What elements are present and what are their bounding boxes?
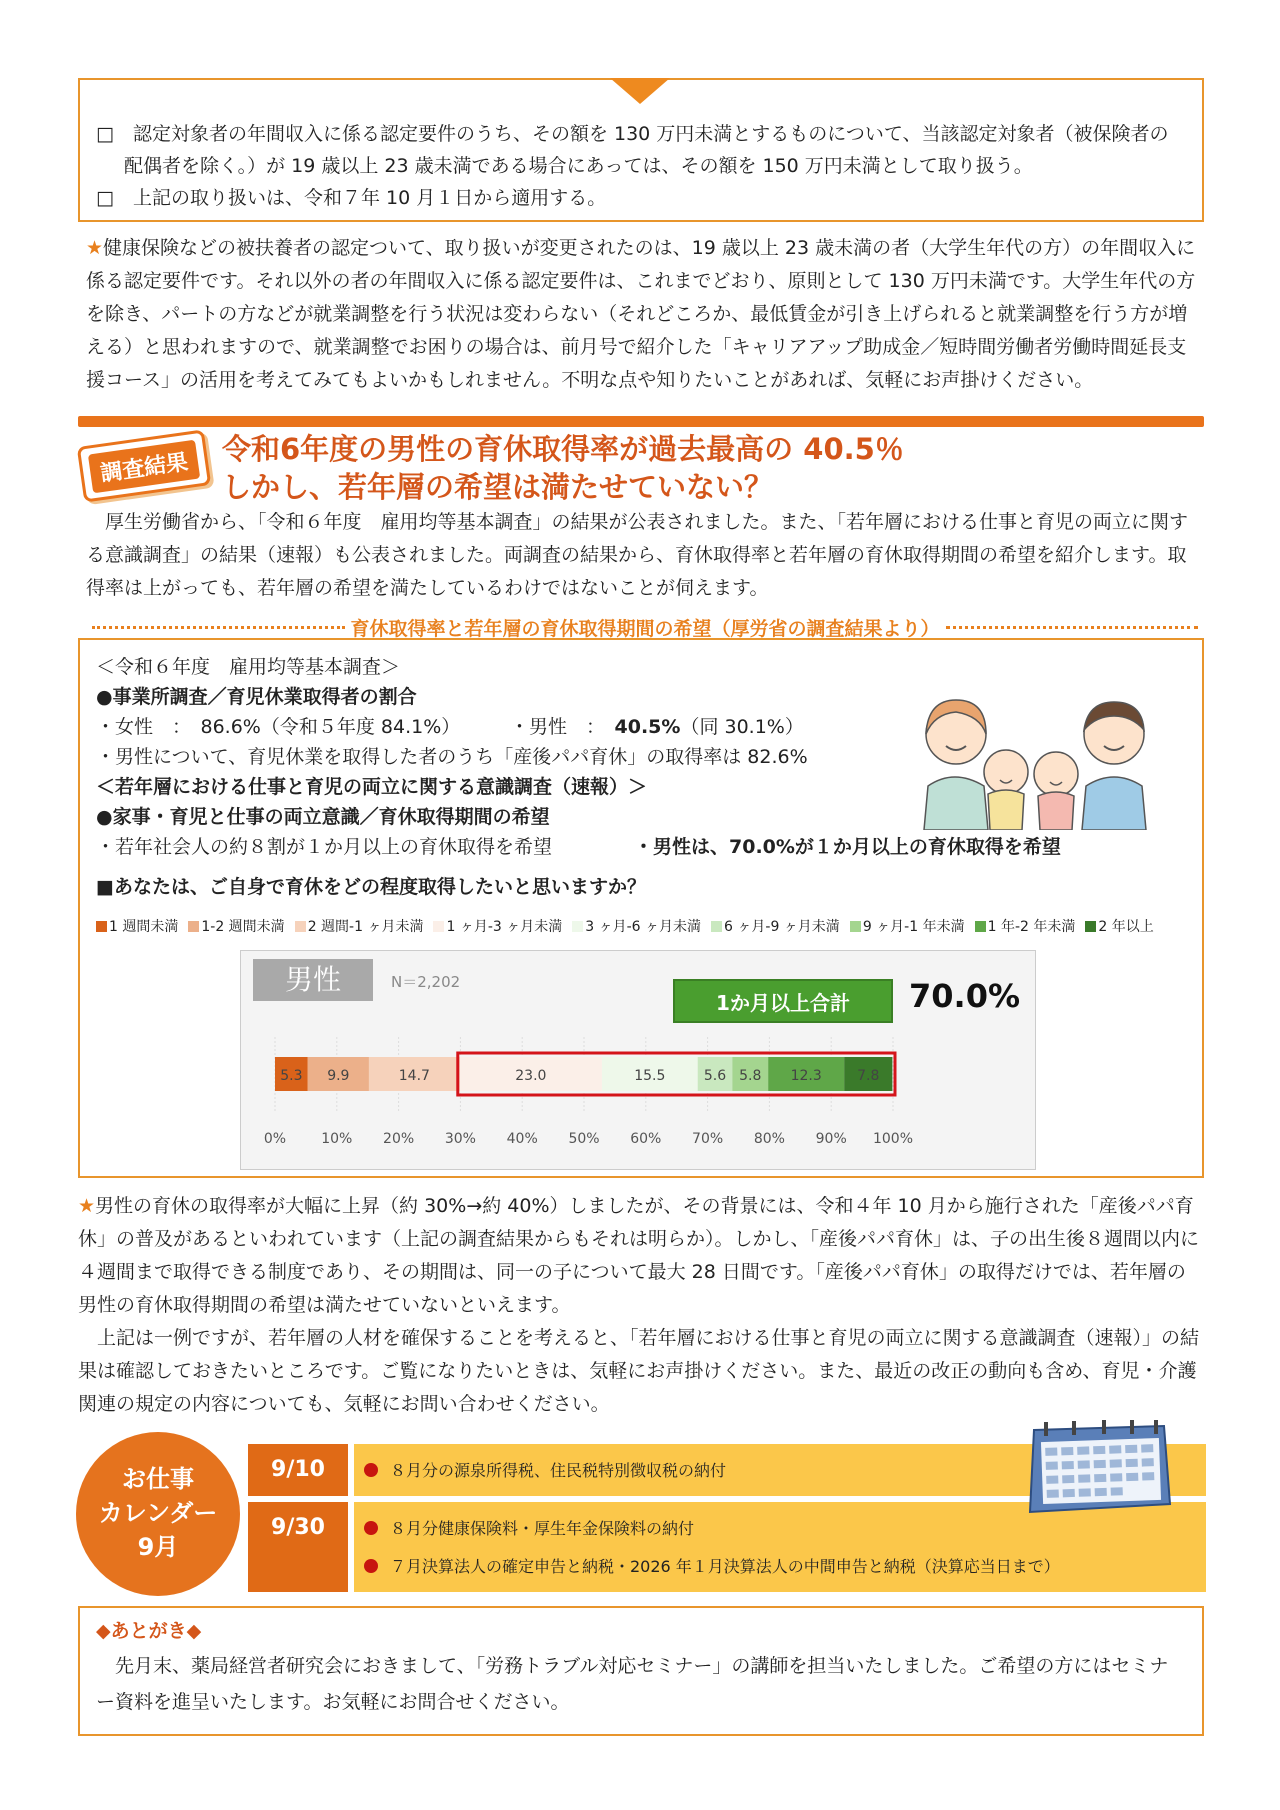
legend-label: 1-2 週間未満 (201, 919, 285, 935)
tick-label: 70% (692, 1131, 724, 1147)
legend-swatch (96, 921, 107, 932)
calendar-title-1: お仕事 (122, 1465, 194, 1493)
survey-head-1: ●事業所調査／育児休業取得者の割合 (96, 686, 417, 708)
postscript-box (78, 1606, 1204, 1736)
star-icon: ★ (78, 1195, 96, 1217)
legend-label: 1 週間未満 (109, 919, 179, 935)
calendar-item (364, 1554, 1060, 1577)
postscript-title: ◆あとがき◆ (96, 1620, 202, 1642)
legend-swatch (1085, 921, 1096, 932)
sample-size: N＝2,202 (391, 973, 461, 991)
bullet-icon (364, 1463, 378, 1477)
summary-label: 1か月以上合計 (673, 979, 893, 1023)
family-illustration (884, 682, 1186, 830)
legend-item (711, 916, 840, 936)
legend-label: 2 週間-1 ヶ月未満 (307, 919, 424, 935)
rule-line-2: □ 上記の取り扱いは、令和７年 10 月１日から適用する。 (96, 187, 607, 209)
calendar-title-2: カレンダー (98, 1499, 218, 1527)
note-paragraph (86, 232, 1204, 397)
question: ■あなたは、ご自身で育休をどの程度取得したいと思いますか？ (96, 876, 646, 898)
subheading-text: 育休取得率と若年層の育休取得期間の希望（厚労省の調査結果より） (350, 618, 940, 640)
legend-swatch (850, 921, 861, 932)
male-rate (510, 712, 804, 742)
legend-label: 3 ヶ月-6 ヶ月未満 (585, 919, 702, 935)
calendar-item (364, 1516, 694, 1539)
bullet-icon (364, 1559, 378, 1573)
bullet-icon (364, 1521, 378, 1535)
data-label: 14.7 (398, 1068, 430, 1084)
legend-label: 1 ヶ月-3 ヶ月未満 (446, 919, 563, 935)
tick-label: 40% (506, 1131, 538, 1147)
tick-label: 60% (630, 1131, 662, 1147)
note-text: 健康保険などの被扶養者の認定ついて、取り扱いが変更されたのは、19 歳以上 23 歳未満の者（大学生年代の方）の年間収入に係る認定要件です。それ以外の者の年間収入に係る認定要件は、これまでどおり、原則として 130 万円未満です。大学生年代の方を除き、パートの方などが就業調整を行う状況は変わらない（それどころか、最低賃金が引き上げられると就業調整を行う方が増える）と思われますので、就業調整でお困りの場合は、前月号で紹介した「キャリアアップ助成金／短時間労働者労働時間延長支援コース」の活用を考えてみてもよいかもしれません。不明な点や知りたいことがあれば、気軽にお声掛けください。 (86, 237, 1196, 391)
young-wish: ・若年社会人の約８割が１か月以上の育休取得を希望 (96, 836, 553, 858)
tick-label: 50% (568, 1131, 600, 1147)
data-label: 7.8 (857, 1068, 880, 1084)
tick-label: 0% (263, 1131, 287, 1147)
survey-box (78, 638, 1204, 1178)
section-badge (77, 429, 212, 502)
legend-item (96, 916, 178, 936)
calendar-item-text: ７月決算法人の確定申告と納税・2026 年１月決算法人の中間申告と納税（決算応当日まで） (390, 1557, 1060, 1576)
legend-label: 6 ヶ月-9 ヶ月未満 (724, 919, 840, 935)
legend-item (572, 916, 701, 936)
arrow-down-icon (610, 78, 670, 104)
legend-item (433, 916, 562, 936)
tick-label: 80% (753, 1131, 785, 1147)
data-label: 9.9 (327, 1068, 350, 1084)
legend-label: 1 年-2 年未満 (987, 919, 1076, 935)
rule-box (78, 78, 1204, 222)
calendar-item (364, 1458, 726, 1481)
male-rate-prev: （同 30.1%） (680, 716, 804, 738)
section-intro: 厚生労働省から、「令和６年度 雇用均等基本調査」の結果が公表されました。また、「若年層における仕事と育児の両立に関する意識調査」の結果（速報）も公表されました。両調査の結果から、育休取得率と若年層の育休取得期間の希望を紹介します。取得率は上がっても、若年層の希望を満たしているわけではないことが伺えます。 (86, 511, 1189, 599)
legend-swatch (572, 921, 583, 932)
legend-item (295, 916, 424, 936)
headline-line-2: しかし、若年層の希望は満たせていない？ (222, 470, 774, 504)
legend-item (850, 916, 965, 936)
papa-rate: ・男性について、育児休業を取得した者のうち「産後パパ育休」の取得率は 82.6% (96, 746, 808, 768)
star-icon: ★ (86, 237, 104, 259)
dotted-rule-left (92, 626, 345, 629)
legend-label: 9 ヶ月-1 年未満 (862, 919, 965, 935)
legend-label: 2 年以上 (1098, 919, 1154, 935)
young-male-wish: ・男性は、70.0%が１か月以上の育休取得を希望 (634, 836, 1061, 858)
chart-title: 男性 (253, 959, 373, 1001)
rule-line-1: □ 認定対象者の年間収入に係る認定要件のうち、その額を 130 万円未満とするものについて、当該認定対象者（被保険者の配偶者を除く。）が 19 歳以上 23 歳未満である場合にあっては、その額を 150 万円未満として取り扱う。 (96, 123, 1169, 177)
date-9-30: 9/30 (248, 1502, 348, 1592)
headline-line-1: 令和6年度の男性の育休取得率が過去最高の 40.5％ (222, 432, 904, 466)
female-rate: ・女性 ： 86.6%（令和５年度 84.1%） (96, 716, 461, 738)
data-label: 5.6 (703, 1068, 727, 1084)
postscript-body: 先月末、薬局経営者研究会におきまして、「労務トラブル対応セミナー」の講師を担当いたしました。ご希望の方にはセミナー資料を進呈いたします。お気軽にお問合せください。 (96, 1655, 1169, 1713)
badge-label: 調査結果 (88, 439, 200, 493)
legend-swatch (975, 921, 986, 932)
male-rate-label: ・男性 ： (510, 716, 615, 738)
stacked-bar-chart (241, 1031, 1037, 1171)
after-para-2: 上記は一例ですが、若年層の人材を確保することを考えると、「若年層における仕事と育児の両立に関する意識調査（速報）」の結果は確認しておきたいところです。ご覧になりたいときは、気軽にお声掛けください。また、最近の改正の動向も含め、育児・介護関連の規定の内容についても、気軽にお問い合わせください。 (78, 1327, 1200, 1415)
calendar-item-text: ８月分の源泉所得税、住民税特別徴収税の納付 (390, 1461, 727, 1480)
section-headline (222, 430, 904, 506)
legend-swatch (188, 921, 199, 932)
chart-panel (240, 950, 1036, 1170)
tick-label: 20% (383, 1131, 415, 1147)
section-divider (78, 416, 1204, 427)
subheading (86, 614, 1204, 641)
legend-item (188, 916, 284, 936)
calendar-title-3: 9月 (137, 1533, 179, 1561)
chart-legend (96, 916, 1154, 936)
calendar-badge (76, 1432, 240, 1596)
legend-item (1085, 916, 1153, 936)
after-para-1 (78, 1190, 1204, 1322)
male-rate-value: 40.5% (614, 716, 681, 738)
summary-value: 70.0% (909, 977, 1021, 1015)
survey-title-2: ＜若年層における仕事と育児の両立に関する意識調査（速報）＞ (96, 776, 648, 798)
date-9-10: 9/10 (248, 1444, 348, 1496)
data-label: 23.0 (515, 1068, 547, 1084)
survey-head-2: ●家事・育児と仕事の両立意識／育休取得期間の希望 (96, 806, 550, 828)
legend-item (975, 916, 1076, 936)
legend-swatch (711, 921, 722, 932)
calendar-icon (1024, 1420, 1174, 1516)
data-label: 5.8 (739, 1068, 762, 1084)
after-note (78, 1190, 1204, 1421)
after-para-1-text: 男性の育休の取得率が大幅に上昇（約 30%→約 40%）しましたが、その背景には、令和４年 10 月から施行された「産後パパ育休」の普及があるといわれています（上記の調査結果からもそれは明らか）。しかし、「産後パパ育休」は、子の出生後８週間以内に４週間まで取得できる制度であり、その期間は、同一の子について最大 28 日間です。「産後パパ育休」の取得だけでは、若年層の男性の育休取得期間の希望は満たせていないといえます。 (78, 1195, 1200, 1316)
data-label: 15.5 (634, 1068, 666, 1084)
legend-swatch (433, 921, 444, 932)
tick-label: 100% (872, 1131, 914, 1147)
dotted-rule-right (946, 626, 1199, 629)
calendar-item-text: ８月分健康保険料・厚生年金保険料の納付 (390, 1519, 695, 1538)
tick-label: 30% (444, 1131, 476, 1147)
data-label: 5.3 (280, 1068, 303, 1084)
data-label: 12.3 (790, 1068, 822, 1084)
legend-swatch (295, 921, 306, 932)
tick-label: 10% (321, 1131, 353, 1147)
tick-label: 90% (815, 1131, 847, 1147)
survey-title-1: ＜令和６年度 雇用均等基本調査＞ (96, 656, 401, 678)
